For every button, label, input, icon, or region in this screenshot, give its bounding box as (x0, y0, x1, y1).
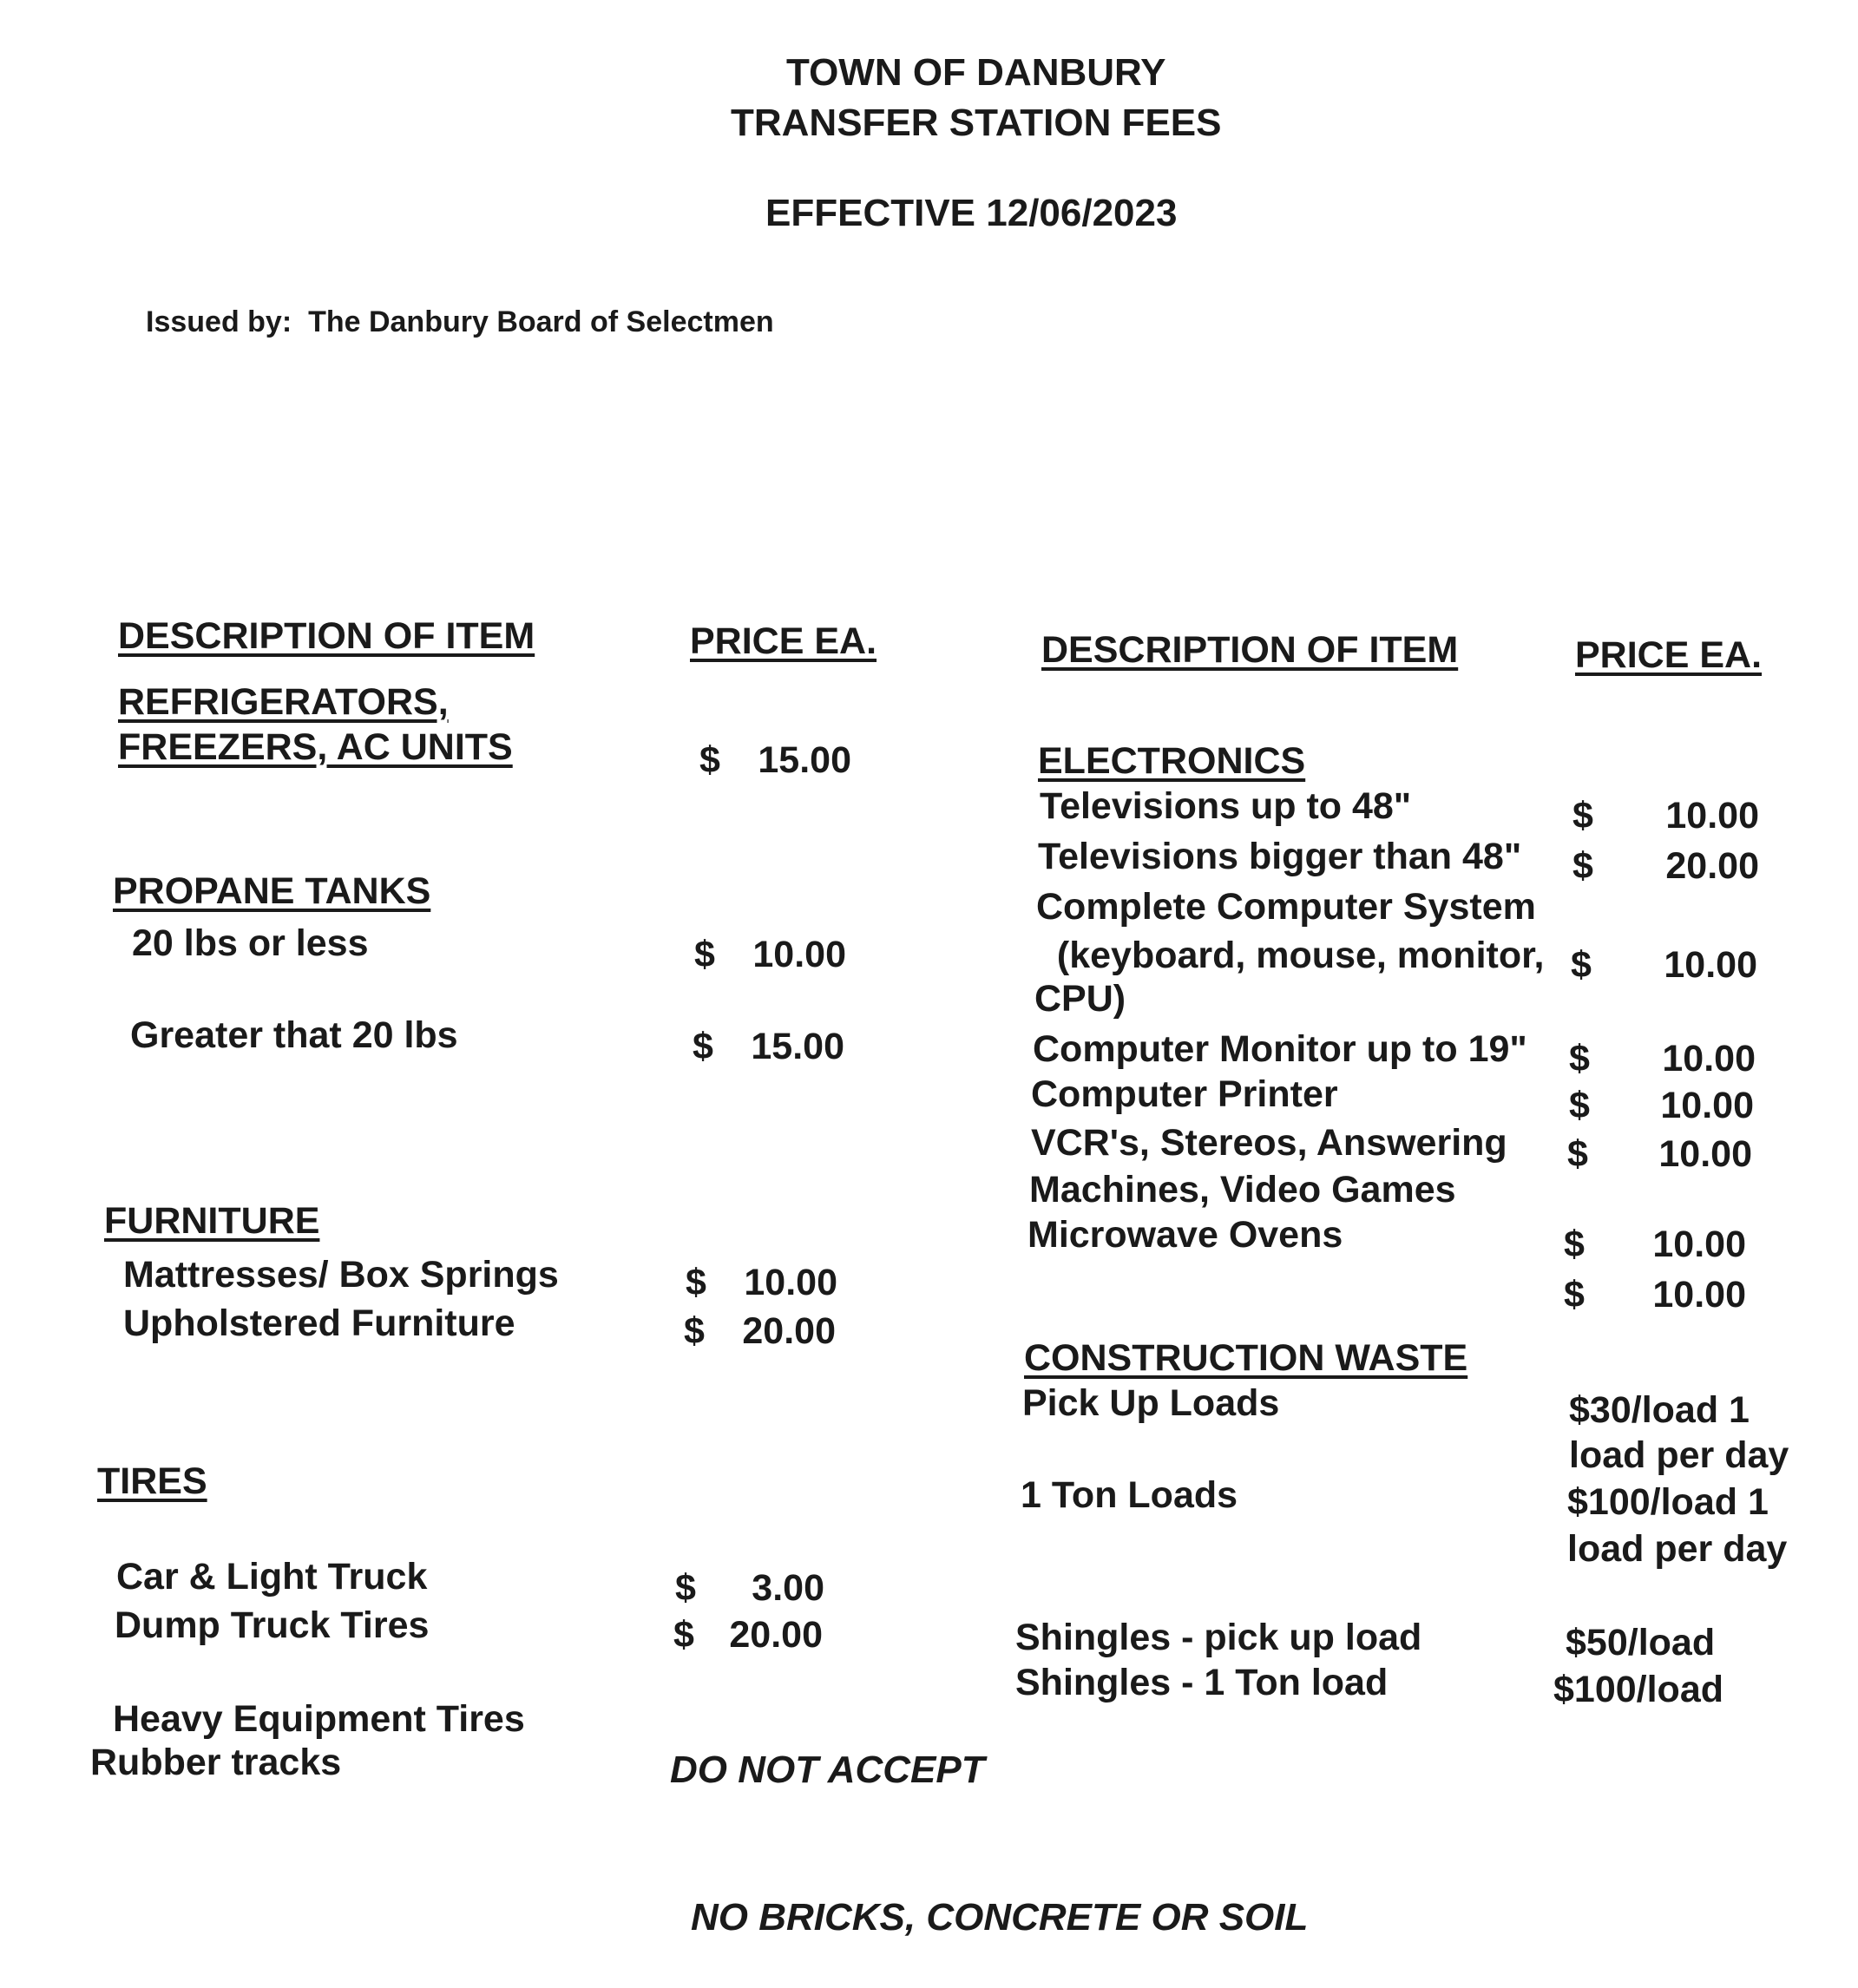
section-tires: TIRES (97, 1460, 207, 1502)
item-mattresses: Mattresses/ Box Springs (123, 1254, 559, 1296)
item-propane-20-or-less: 20 lbs or less (132, 922, 369, 964)
amount: 20.00 (742, 1310, 836, 1352)
price-microwave-ovens (1564, 1224, 1746, 1267)
item-tv-bigger-than-48: Televisions bigger than 48" (1038, 836, 1522, 877)
item-heavy-equipment-tires: Heavy Equipment Tires (113, 1698, 525, 1740)
dollar-sign: $ (1567, 1133, 1588, 1175)
amount: 15.00 (758, 739, 851, 781)
dollar-sign: $ (686, 1262, 706, 1303)
effective-date: EFFECTIVE 12/06/2023 (765, 192, 1178, 234)
issued-label: Issued by: (146, 305, 292, 338)
amount: 10.00 (1652, 1274, 1746, 1315)
price-pick-up-loads-line1: $30/load 1 (1569, 1389, 1750, 1431)
amount: 10.00 (1660, 1085, 1754, 1126)
dollar-sign: $ (1572, 795, 1593, 837)
issued-by-name: The Danbury Board of Selectmen (308, 305, 774, 338)
dollar-sign: $ (1564, 1224, 1585, 1265)
item-vcr-stereos-line1: VCR's, Stereos, Answering (1031, 1122, 1507, 1164)
price-unlabeled-item (1564, 1274, 1746, 1317)
left-price-header: PRICE EA. (690, 620, 877, 662)
computer-system-detail: (keyboard, mouse, monitor, (1056, 935, 1545, 976)
dollar-sign: $ (1564, 1274, 1585, 1315)
no-bricks-notice: NO BRICKS, CONCRETE OR SOIL (691, 1896, 1309, 1939)
dollar-sign: $ (699, 739, 720, 781)
item-upholstered-furniture: Upholstered Furniture (123, 1302, 515, 1344)
price-refrigerators (699, 739, 851, 783)
left-description-header: DESCRIPTION OF ITEM (118, 615, 535, 657)
amount: 10.00 (1652, 1224, 1746, 1265)
price-mattresses (686, 1262, 837, 1305)
item-computer-monitor: Computer Monitor up to 19" (1033, 1028, 1527, 1070)
item-computer-system-line1: Complete Computer System (1036, 886, 1536, 928)
item-rubber-tracks: Rubber tracks (90, 1742, 342, 1783)
price-computer-monitor (1569, 1038, 1756, 1081)
amount: 10.00 (1658, 1133, 1752, 1175)
town-title: TOWN OF DANBURY (786, 51, 1166, 94)
dollar-sign: $ (684, 1310, 705, 1352)
price-computer-system (1571, 944, 1757, 987)
issued-by (146, 307, 774, 337)
section-refrigerators-line2: FREEZERS, AC UNITS (118, 726, 513, 768)
amount: 10.00 (1665, 795, 1759, 837)
price-vcr-stereos (1567, 1133, 1752, 1177)
item-tv-up-to-48: Televisions up to 48" (1040, 785, 1412, 827)
right-description-header: DESCRIPTION OF ITEM (1041, 629, 1459, 671)
document-title: TRANSFER STATION FEES (731, 102, 1222, 144)
amount: 20.00 (1665, 845, 1759, 887)
dollar-sign: $ (673, 1614, 694, 1656)
item-pick-up-loads: Pick Up Loads (1022, 1382, 1280, 1424)
amount: 3.00 (752, 1567, 824, 1609)
price-computer-printer (1569, 1085, 1754, 1128)
price-dump-truck-tires (673, 1614, 823, 1657)
dollar-sign: $ (694, 934, 715, 975)
amount: 10.00 (752, 934, 846, 975)
price-upholstered-furniture (684, 1310, 836, 1354)
price-propane-over-20 (693, 1026, 844, 1069)
amount: 10.00 (1662, 1038, 1756, 1079)
price-propane-20-or-less (694, 934, 846, 977)
item-computer-system-line3: CPU) (1034, 978, 1126, 1020)
price-pick-up-loads-line2: load per day (1569, 1434, 1789, 1476)
item-shingles-pick-up: Shingles - pick up load (1015, 1617, 1422, 1658)
item-computer-system-line2 (1036, 937, 1544, 974)
right-price-header: PRICE EA. (1575, 634, 1763, 676)
item-dump-truck-tires: Dump Truck Tires (115, 1604, 430, 1646)
price-shingles-pick-up: $50/load (1566, 1622, 1716, 1663)
dollar-sign: $ (1569, 1085, 1590, 1126)
price-car-light-truck (675, 1567, 824, 1611)
dollar-sign: $ (1571, 944, 1592, 986)
dollar-sign: $ (693, 1026, 713, 1067)
item-1-ton-loads: 1 Ton Loads (1021, 1474, 1238, 1516)
amount: 15.00 (751, 1026, 844, 1067)
price-1-ton-loads-line1: $100/load 1 (1567, 1481, 1769, 1523)
amount: 10.00 (744, 1262, 837, 1303)
item-car-light-truck: Car & Light Truck (116, 1556, 428, 1598)
amount: 10.00 (1664, 944, 1757, 986)
price-1-ton-loads-line2: load per day (1567, 1528, 1788, 1570)
price-shingles-1-ton: $100/load (1553, 1669, 1723, 1710)
item-computer-printer: Computer Printer (1031, 1073, 1338, 1115)
item-shingles-1-ton: Shingles - 1 Ton load (1015, 1662, 1389, 1703)
amount: 20.00 (729, 1614, 823, 1656)
dollar-sign: $ (675, 1567, 696, 1609)
section-electronics: ELECTRONICS (1038, 740, 1306, 782)
section-refrigerators-line1: REFRIGERATORS, (118, 681, 449, 723)
section-furniture: FURNITURE (104, 1200, 320, 1242)
dollar-sign: $ (1572, 845, 1593, 887)
item-microwave-ovens: Microwave Ovens (1027, 1214, 1343, 1256)
price-tv-bigger-than-48 (1572, 845, 1759, 889)
item-vcr-stereos-line2: Machines, Video Games (1029, 1169, 1456, 1211)
dollar-sign: $ (1569, 1038, 1590, 1079)
section-construction-waste: CONSTRUCTION WASTE (1024, 1337, 1468, 1379)
do-not-accept-notice: DO NOT ACCEPT (670, 1749, 985, 1791)
price-tv-up-to-48 (1572, 795, 1759, 838)
item-propane-over-20: Greater that 20 lbs (130, 1014, 458, 1056)
section-propane-tanks: PROPANE TANKS (113, 870, 431, 912)
